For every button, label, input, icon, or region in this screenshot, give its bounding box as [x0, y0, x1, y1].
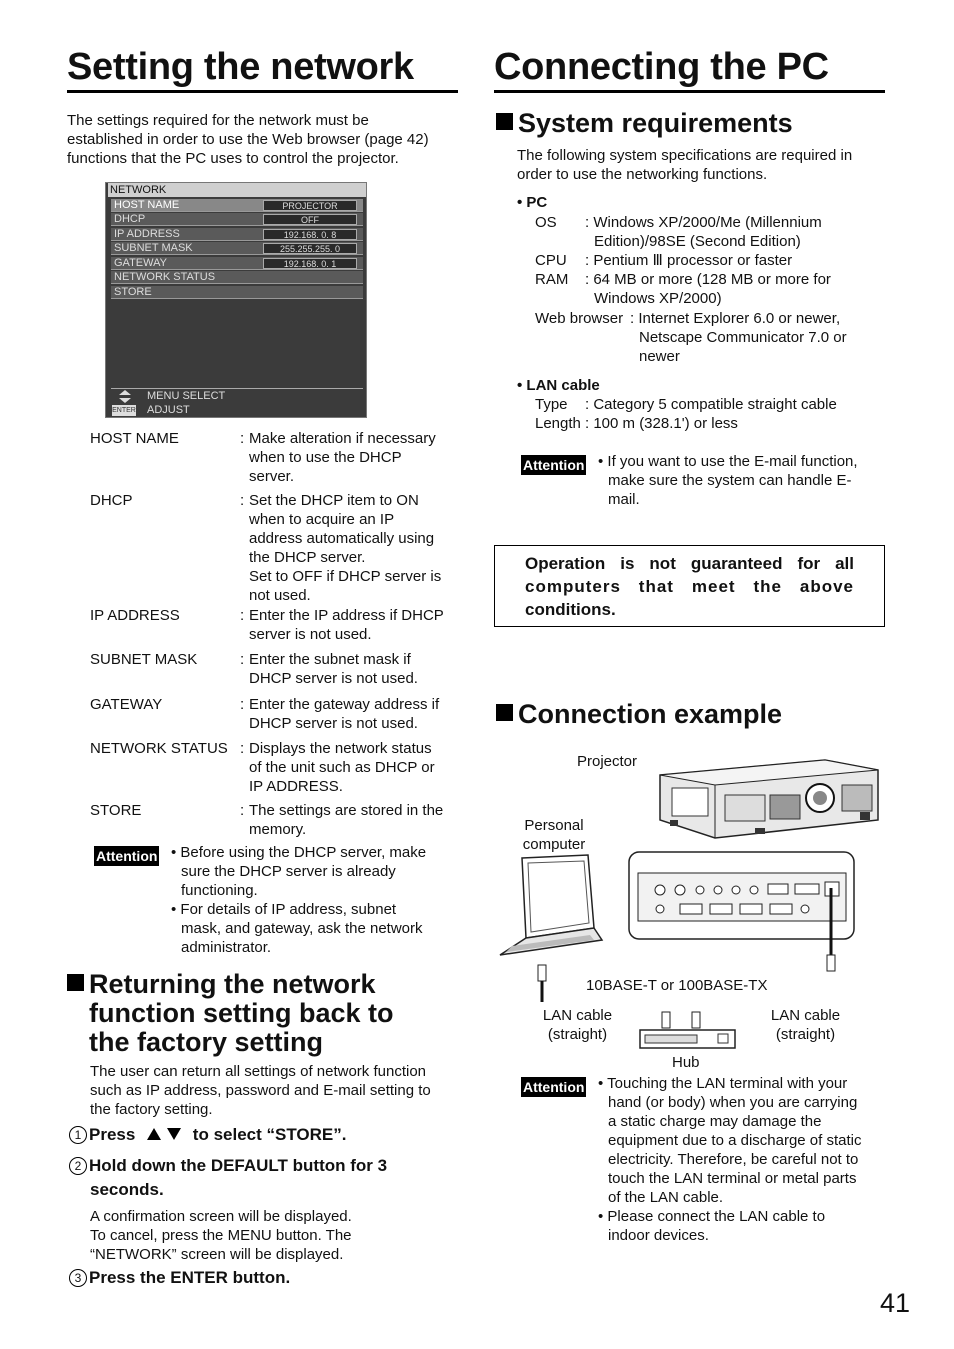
value-line: : Windows XP/2000/Me (Millennium	[585, 214, 822, 231]
def-term: SUBNET MASK	[90, 651, 198, 668]
label-text: LAN cable	[526, 377, 600, 394]
attention-line: For details of IP address, subnet	[180, 901, 397, 919]
intro-paragraph	[67, 111, 462, 168]
text-line: The following system specifications are required in	[517, 147, 853, 164]
def-line: Enter the gateway address if	[249, 696, 440, 713]
type-value: : Category 5 compatible straight cable	[585, 396, 837, 413]
def-line: Enter the IP address if DHCP	[249, 607, 444, 624]
attention-item: • For details of IP address, subnet mask, and gateway, ask the network administrator.	[171, 901, 423, 957]
osd-row-value: 192.168. 0. 1	[263, 258, 357, 269]
value-line: Windows XP/2000)	[594, 290, 722, 308]
osd-row-ip-address	[111, 228, 363, 241]
osd-row-value: OFF	[263, 214, 357, 225]
def-desc: : Displays the network status of the unit such as DHCP or IP ADDRESS.	[240, 739, 460, 796]
attention-line: mask, and gateway, ask the network	[181, 920, 423, 938]
osd-row-label: IP ADDRESS	[114, 228, 180, 240]
label-text: PC	[526, 194, 548, 211]
network-menu-screen	[105, 182, 367, 418]
def-desc: : Enter the subnet mask if DHCP server is not used.	[240, 650, 460, 688]
osd-row-value: PROJECTOR	[263, 200, 357, 211]
osd-row-dhcp	[111, 213, 363, 226]
step-3	[69, 1266, 290, 1290]
title-rule	[494, 90, 885, 93]
attention-line: of the LAN cable.	[608, 1189, 724, 1207]
osd-row-store	[111, 286, 363, 299]
def-desc: : Enter the gateway address if DHCP server is not used.	[240, 695, 460, 733]
hub-label: Hub	[672, 1054, 700, 1071]
attention-line: administrator.	[181, 939, 272, 957]
def-line: server is not used.	[249, 626, 372, 644]
attention-line: a static charge may damage the	[608, 1113, 822, 1131]
step-number: 2	[69, 1157, 87, 1175]
def-desc: : The settings are stored in the memory.	[240, 801, 460, 839]
attention-line: functioning.	[181, 882, 258, 900]
osd-title: NETWORK	[108, 183, 366, 197]
def-line: of the unit such as DHCP or	[249, 759, 435, 777]
label-line: LAN cable	[542, 1007, 613, 1024]
cpu-label: CPU	[535, 252, 567, 269]
def-desc: : Make alteration if necessary when to use the DHCP server.	[240, 429, 460, 486]
def-line: The settings are stored in the	[249, 802, 444, 819]
attention-item: • If you want to use the E-mail function, make sure the system can handle E- mail.	[598, 453, 858, 509]
warning-line: Operation is not guaranteed for all	[525, 554, 854, 573]
ram-label: RAM	[535, 271, 569, 288]
attention-lan-terminal	[598, 1074, 893, 1245]
def-line: Make alteration if necessary	[249, 430, 436, 447]
def-line: Enter the subnet mask if	[249, 651, 411, 668]
attention-line: Please connect the LAN cable to	[607, 1208, 826, 1226]
def-line: memory.	[249, 821, 307, 839]
def-desc: : Enter the IP address if DHCP server is not used.	[240, 606, 460, 644]
text-line: order to use the networking functions.	[517, 166, 768, 184]
def-line: Set the DHCP item to ON	[249, 492, 419, 509]
warning-line: conditions.	[525, 600, 616, 619]
osd-row-label: NETWORK STATUS	[114, 271, 216, 283]
step-2	[69, 1154, 387, 1202]
square-bullet-icon	[67, 974, 84, 991]
attention-notes-dhcp	[171, 843, 461, 957]
def-line: server.	[249, 468, 295, 486]
osd-row-label: GATEWAY	[114, 257, 167, 269]
attention-line: sure the DHCP server is already	[181, 863, 396, 881]
attention-label: Attention	[96, 848, 158, 864]
projector-terminal-panel	[629, 852, 854, 939]
def-line: Set to OFF if DHCP server is	[249, 568, 442, 586]
def-term: NETWORK STATUS	[90, 740, 228, 757]
def-term: GATEWAY	[90, 696, 163, 713]
heading-text: Connection example	[518, 699, 783, 729]
lan-plug-icon	[538, 965, 546, 981]
value-line: newer	[639, 348, 680, 366]
step-2-note	[90, 1207, 460, 1264]
osd-row-label: STORE	[114, 286, 152, 298]
osd-row-subnet-mask	[111, 242, 363, 255]
value-line: Edition)/98SE (Second Edition)	[594, 233, 801, 251]
attention-email	[598, 452, 888, 509]
page-number: 41	[880, 1288, 911, 1318]
label-line: (straight)	[775, 1026, 836, 1044]
square-bullet-icon	[496, 704, 513, 721]
intro-line: established in order to use the Web browser (page 42)	[67, 131, 429, 149]
up-down-arrow-icon	[144, 1127, 184, 1141]
attention-line: hand (or body) when you are carrying	[608, 1094, 858, 1112]
label-line: LAN cable	[770, 1007, 841, 1024]
os-value	[585, 213, 885, 251]
osd-row-value: 192.168. 0. 8	[263, 229, 357, 240]
attention-label: Attention	[523, 457, 585, 473]
attention-line: touch the LAN terminal or metal parts	[608, 1170, 857, 1188]
returning-text	[90, 1062, 460, 1119]
osd-row-network-status	[111, 271, 363, 284]
length-value: : 100 m (328.1') or less	[585, 415, 738, 432]
value-line: : 64 MB or more (128 MB or more for	[585, 271, 831, 288]
base-label: 10BASE-T or 100BASE-TX	[586, 977, 768, 994]
osd-row-gateway	[111, 257, 363, 270]
osd-row-host-name	[111, 199, 363, 212]
attention-line: indoor devices.	[608, 1227, 709, 1245]
def-line: DHCP server is not used.	[249, 715, 418, 733]
intro-line: functions that the PC uses to control the projector.	[67, 150, 399, 168]
step-number: 1	[69, 1126, 87, 1144]
step-text: Press	[89, 1125, 136, 1144]
osd-row-label: DHCP	[114, 213, 146, 225]
def-line: DHCP server is not used.	[249, 670, 418, 688]
text-line: such as IP address, password and E-mail setting to	[90, 1082, 431, 1100]
osd-row-label: SUBNET MASK	[114, 242, 193, 254]
length-label: Length	[535, 415, 581, 432]
os-label: OS	[535, 214, 557, 231]
attention-line: Before using the DHCP server, make	[180, 844, 427, 861]
def-line: address automatically using	[249, 530, 435, 548]
heading-line: function setting back to	[89, 998, 394, 1028]
projector-illustration	[660, 760, 878, 838]
osd-adjust: ADJUST	[147, 404, 190, 416]
projector-label: Projector	[577, 753, 638, 770]
web-browser-label: Web browser	[535, 310, 624, 327]
step-number: 3	[69, 1269, 87, 1287]
def-desc: : Set the DHCP item to ON when to acquire an IP address automatically using the DHCP server. Set to OFF if DHCP server is not used.	[240, 491, 460, 605]
osd-row-label: HOST NAME	[114, 199, 180, 211]
label-line: Personal	[524, 817, 584, 834]
attention-line: make sure the system can handle E-	[608, 472, 852, 490]
value-line: Netscape Communicator 7.0 or	[639, 329, 847, 347]
page-title-connecting-pc: Connecting the PC	[494, 46, 829, 88]
note-line: “NETWORK” screen will be displayed.	[90, 1246, 344, 1264]
hub-illustration	[640, 1012, 735, 1048]
value-line: : Internet Explorer 6.0 or newer,	[630, 310, 841, 327]
def-line: when to use the DHCP	[249, 449, 402, 467]
enter-key-icon: ENTER	[112, 407, 136, 414]
def-term: STORE	[90, 802, 142, 819]
connection-example-heading	[496, 700, 782, 730]
attention-label: Attention	[523, 1079, 585, 1095]
def-term: IP ADDRESS	[90, 607, 180, 624]
attention-item: • Before using the DHCP server, make sure the DHCP server is already functioning.	[171, 844, 427, 900]
warning-line: computers that meet the above	[525, 577, 854, 596]
title-rule	[67, 90, 458, 93]
attention-line: Touching the LAN terminal with your	[607, 1075, 848, 1092]
def-line: not used.	[249, 587, 311, 605]
attention-line: equipment due to a discharge of static	[608, 1132, 862, 1150]
lan-cable-right-label	[758, 1006, 853, 1044]
lan-cable-label: • LAN cable	[517, 377, 600, 394]
note-line: To cancel, press the MENU button. The	[90, 1227, 352, 1245]
up-down-arrow-icon	[118, 390, 132, 403]
lan-plug-icon	[827, 955, 835, 971]
type-label: Type	[535, 396, 568, 413]
note-line: A confirmation screen will be displayed.	[90, 1208, 352, 1225]
heading-text: System requirements	[518, 108, 793, 138]
attention-item: • Touching the LAN terminal with your hand (or body) when you are carrying a static charge may damage the equipment due to a discharge of static electricity. Therefore, be careful not to touch the LAN terminal or metal parts of the LAN cable.	[598, 1075, 862, 1207]
attention-badge	[94, 846, 159, 866]
text-line: the factory setting.	[90, 1101, 213, 1119]
step-1	[69, 1123, 346, 1147]
label-line: computer	[522, 836, 586, 854]
returning-heading	[67, 970, 394, 1057]
sysreq-intro	[517, 146, 887, 184]
heading-line: the factory setting	[89, 1027, 324, 1057]
system-requirements-heading	[496, 109, 793, 139]
def-line: Displays the network status	[249, 740, 432, 757]
laptop-illustration	[500, 855, 602, 955]
ram-value	[585, 270, 885, 308]
step-text: Press the ENTER button.	[89, 1268, 291, 1287]
intro-line: The settings required for the network must be	[67, 112, 369, 129]
text-line: The user can return all settings of network function	[90, 1063, 427, 1080]
osd-menu-select: MENU SELECT	[147, 390, 226, 402]
warning-box	[494, 545, 885, 627]
cpu-value: : Pentium Ⅲ processor or faster	[585, 252, 793, 269]
def-line: when to acquire an IP	[249, 511, 395, 529]
label-line: (straight)	[547, 1026, 608, 1044]
attention-badge	[521, 455, 586, 475]
step-text: seconds.	[90, 1180, 164, 1199]
step-text: Hold down the DEFAULT button for 3	[89, 1156, 388, 1175]
page-title-setting-network: Setting the network	[67, 46, 414, 88]
attention-line: mail.	[608, 491, 640, 509]
square-bullet-icon	[496, 113, 513, 130]
lan-cable-left-label	[530, 1006, 625, 1044]
heading-line: Returning the network	[89, 969, 376, 999]
attention-item: • Please connect the LAN cable to indoor devices.	[598, 1208, 826, 1245]
web-browser-value	[630, 309, 890, 366]
def-line: IP ADDRESS.	[249, 778, 343, 796]
def-line: the DHCP server.	[249, 549, 366, 567]
attention-line: electricity. Therefore, be careful not to	[608, 1151, 859, 1169]
osd-footer-divider	[111, 388, 363, 389]
osd-row-value: 255.255.255. 0	[263, 243, 357, 254]
pc-label: • PC	[517, 194, 548, 211]
def-term: HOST NAME	[90, 430, 179, 447]
step-text: to select “STORE”.	[192, 1125, 347, 1144]
def-term: DHCP	[90, 492, 133, 509]
attention-line: If you want to use the E-mail function,	[607, 453, 858, 470]
attention-badge	[521, 1077, 586, 1097]
